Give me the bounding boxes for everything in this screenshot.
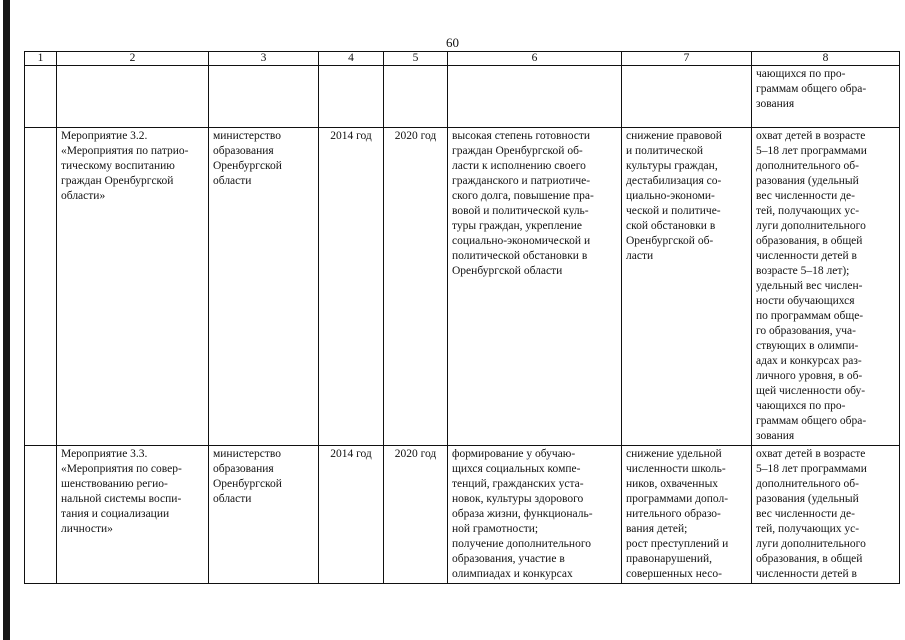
cell-start [319, 66, 384, 128]
cell-result [448, 66, 622, 128]
header-col-3: 3 [209, 52, 319, 66]
cell-indicator: охват детей в возрасте 5–18 лет программами дополнительного об- разования (удельный вес численности де- тей, получающих ус- луги дополнительного образования, в общей численности детей в возрасте 5–18 лет); удельный вес числен- ности обучающихся по программам обще- го образования, уча- ствующих в олимпи- адах и конкурсах раз- личного уровня, в об- щей численности обу- чающихся по про- граммам общего обра- зования [752, 128, 900, 446]
header-col-2: 2 [57, 52, 209, 66]
cell-number [25, 446, 57, 584]
header-col-8: 8 [752, 52, 900, 66]
cell-end: 2020 год [384, 446, 448, 584]
cell-measure [57, 66, 209, 128]
cell-result: формирование у обучаю- щихся социальных компе- тенций, гражданских уста- новок, культуры здорового образа жизни, функциональ- ной грамотности; получение дополнительного образования, участие в олимпиадах и конкурсах [448, 446, 622, 584]
measures-table [24, 51, 900, 584]
scan-margin-bar [3, 0, 10, 640]
cell-consequence: снижение удельной численности школь- ников, охваченных программами допол- нительного образо- вания детей; рост преступлений и правонарушений, совершенных несо- [622, 446, 752, 584]
header-row [25, 52, 900, 66]
table-row [25, 128, 900, 446]
cell-consequence [622, 66, 752, 128]
cell-end: 2020 год [384, 128, 448, 446]
header-col-4: 4 [319, 52, 384, 66]
cell-measure: Мероприятие 3.3. «Мероприятия по совер- шенствованию регио- нальной системы воспи- тания и социализации личности» [57, 446, 209, 584]
cell-start: 2014 год [319, 128, 384, 446]
cell-result: высокая степень готовности граждан Оренбургской об- ласти к исполнению своего гражданского и патриотиче- ского долга, повышение пра- вовой и политической куль- туры граждан, укрепление социально-экономической и политической обстановки в Оренбургской области [448, 128, 622, 446]
page-number: 60 [446, 35, 459, 50]
header-col-7: 7 [622, 52, 752, 66]
header-col-6: 6 [448, 52, 622, 66]
cell-number [25, 128, 57, 446]
cell-start: 2014 год [319, 446, 384, 584]
cell-executor: министерство образования Оренбургской области [209, 446, 319, 584]
cell-measure: Мероприятие 3.2. «Мероприятия по патрио- тическому воспитанию граждан Оренбургской области» [57, 128, 209, 446]
table-row [25, 446, 900, 584]
cell-consequence: снижение правовой и политической культуры граждан, дестабилизация со- циально-экономи- ческой и политиче- ской обстановки в Оренбургской об- ласти [622, 128, 752, 446]
cell-executor: министерство образования Оренбургской области [209, 128, 319, 446]
table-row-continuation [25, 66, 900, 128]
header-col-5: 5 [384, 52, 448, 66]
cell-number [25, 66, 57, 128]
header-col-1: 1 [25, 52, 57, 66]
cell-indicator: охват детей в возрасте 5–18 лет программами дополнительного об- разования (удельный вес численности де- тей, получающих ус- луги дополнительного образования, в общей численности детей в [752, 446, 900, 584]
cell-executor [209, 66, 319, 128]
cell-end [384, 66, 448, 128]
cell-indicator: чающихся по про- граммам общего обра- зования [752, 66, 900, 128]
